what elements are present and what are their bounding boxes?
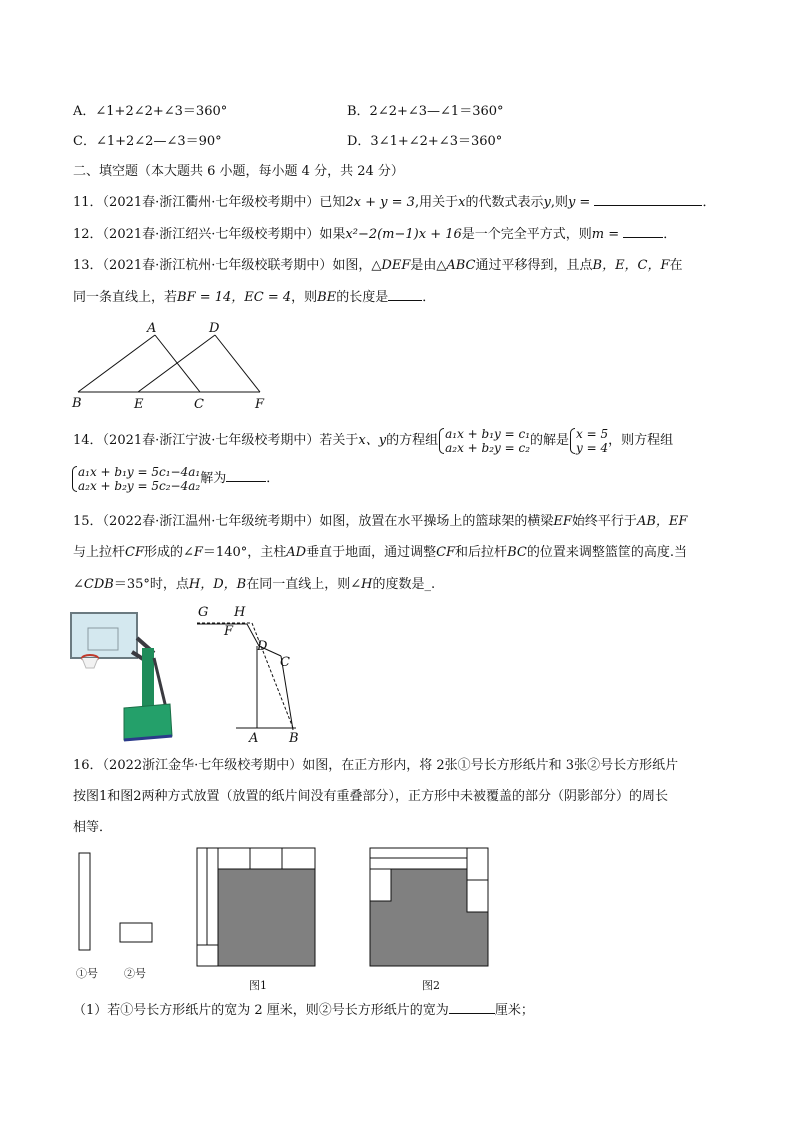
q15-cf2: CF bbox=[436, 545, 456, 560]
q15-line2-mid4: 和后拉杆 bbox=[455, 545, 508, 560]
q13-pts: B，E，C，F bbox=[592, 258, 670, 273]
q11-mid3: ,则 bbox=[550, 195, 568, 210]
option-a: A．∠1+2∠2+∠3＝360° bbox=[73, 104, 228, 119]
label-d: D bbox=[257, 639, 268, 654]
q15-cf: CF bbox=[125, 545, 144, 560]
q14-mid: 的方程组 bbox=[386, 433, 439, 448]
q15-geometry-figure bbox=[190, 598, 320, 748]
question-15-line1 bbox=[73, 513, 687, 531]
q15-line2-prefix: 与上拉杆 bbox=[73, 545, 126, 560]
figure-2 bbox=[370, 848, 488, 966]
question-16-line2: 按图1和图2两种方式放置（放置的纸片间没有重叠部分），正方形中未被覆盖的部分（阴影部分）的周长 bbox=[73, 789, 669, 804]
question-13-line1 bbox=[73, 257, 683, 275]
back-brace bbox=[154, 658, 166, 708]
q12-mid: 是一个完全平方式，则 bbox=[461, 227, 592, 242]
q13-prefix: 13．（2021春·浙江杭州·七年级校联考期中）如图， bbox=[73, 258, 372, 273]
q12-end: ． bbox=[663, 227, 677, 242]
fig1-caption: 图1 bbox=[249, 979, 267, 992]
question-16-part1 bbox=[73, 1001, 534, 1020]
label-h: H bbox=[234, 605, 246, 620]
q14-solution bbox=[569, 427, 608, 455]
q11-answer-blank[interactable] bbox=[594, 193, 702, 206]
base-box bbox=[124, 704, 172, 740]
label-e: E bbox=[134, 397, 144, 410]
q14-vars: x、y bbox=[358, 433, 387, 448]
fig1-strip-2 bbox=[207, 848, 218, 945]
main-pole bbox=[142, 648, 154, 710]
q13-mid2: 通过平移得到，且点 bbox=[475, 258, 593, 273]
question-14-line2 bbox=[71, 464, 279, 494]
q13-be: BE bbox=[317, 290, 337, 305]
q15-ef: EF bbox=[553, 514, 572, 529]
q15-line2-mid3: 垂直于地面，通过调整 bbox=[306, 545, 437, 560]
q13-line2-prefix: 同一条直线上，若 bbox=[73, 290, 178, 305]
q14-answer-blank[interactable] bbox=[226, 469, 266, 482]
fig2-tile-2 bbox=[467, 880, 488, 912]
q14-sol-row2: y = 4 bbox=[576, 440, 609, 455]
q16-sub1-prefix: （1）若①号长方形纸片的宽为 2 厘米，则②号长方形纸片的宽为 bbox=[73, 1003, 449, 1018]
q13-cond: BF = 14，EC = 4 bbox=[177, 290, 292, 305]
paper-type-1 bbox=[79, 853, 90, 950]
question-16-line1: 16．（2022浙江金华·七年级校考期中）如图，在正方形内，将 2张①号长方形纸片和 3张②号长方形纸片 bbox=[73, 758, 679, 773]
label-f: F bbox=[255, 397, 265, 410]
q14-sol-row1: x = 5 bbox=[576, 426, 609, 441]
label-d: D bbox=[209, 321, 220, 336]
section-title: 二、填空题（本大题共 6 小题，每小题 4 分，共 24 分） bbox=[73, 164, 404, 179]
q14-sys1-row1: a₁x + b₁y = c₁ bbox=[445, 426, 531, 441]
q15-line1-end: ，EF bbox=[655, 514, 688, 529]
q14-sys2-row2: a₂x + b₂y = 5c₂−4a₂ bbox=[78, 478, 201, 493]
fig2-caption: 图2 bbox=[422, 979, 440, 992]
basketball-stand-illustration bbox=[66, 608, 186, 744]
question-15-line3 bbox=[73, 576, 435, 594]
q14-tail: 解为 bbox=[200, 471, 227, 486]
question-11 bbox=[73, 193, 715, 212]
label-f: F bbox=[224, 624, 234, 639]
q14-mid3: ，则方程组 bbox=[608, 433, 674, 448]
q13-tri1: △DEF bbox=[371, 258, 411, 273]
q15-bc: BC bbox=[507, 545, 527, 560]
label-b: B bbox=[72, 396, 82, 410]
q15-line2-mid: 形成的 bbox=[143, 545, 183, 560]
q14-end: ． bbox=[266, 471, 280, 486]
q13-answer-blank[interactable] bbox=[388, 288, 422, 301]
q14-system-2 bbox=[71, 465, 200, 493]
q13-line2-end: 的长度是 bbox=[336, 290, 389, 305]
q14-sys1-row2: a₂x + b₂y = c₂ bbox=[445, 440, 531, 455]
label-c: C bbox=[194, 397, 204, 410]
q14-prefix: 14．（2021春·浙江宁波·七年级校考期中）若关于 bbox=[73, 433, 359, 448]
q15-ab: AB bbox=[636, 514, 656, 529]
q14-sys2-row1: a₁x + b₁y = 5c₁−4a₁ bbox=[78, 464, 201, 479]
q15-prefix: 15．（2022春·浙江温州·七年级统考期中）如图，放置在水平操场上的篮球架的横梁 bbox=[73, 514, 554, 529]
segment-ba bbox=[78, 335, 155, 392]
label-b: B bbox=[289, 731, 299, 746]
q14-mid2: 的解是 bbox=[530, 433, 570, 448]
fig1-tile-1 bbox=[218, 848, 250, 869]
question-14-line1 bbox=[73, 426, 673, 456]
label-c: C bbox=[280, 655, 290, 670]
q11-expr: 2x + y = 3 bbox=[345, 195, 415, 210]
question-13-line2 bbox=[73, 288, 435, 307]
fig1-tile-2 bbox=[250, 848, 282, 869]
segment-ed bbox=[138, 335, 215, 392]
segment-ac bbox=[155, 335, 200, 392]
q11-var-y: y bbox=[543, 195, 551, 210]
q13-line1-end: 在 bbox=[669, 258, 683, 273]
fig2-strip-1 bbox=[370, 848, 467, 858]
q11-end: ． bbox=[702, 195, 716, 210]
label-a: A bbox=[147, 321, 157, 336]
q13-end: ． bbox=[422, 290, 436, 305]
q12-m-eq: m = bbox=[591, 227, 620, 242]
fig2-strip-2 bbox=[370, 858, 467, 869]
label-type-2: ②号 bbox=[124, 967, 146, 980]
option-b: B．2∠2+∠3—∠1＝360° bbox=[347, 104, 504, 119]
q15-line3-mid2: 在同一直线上，则 bbox=[246, 577, 351, 592]
question-16-line3: 相等． bbox=[73, 820, 113, 835]
question-15-line2 bbox=[73, 544, 687, 562]
option-c: C．∠1+2∠2—∠3＝90° bbox=[73, 134, 222, 149]
fig2-tile-1 bbox=[467, 848, 488, 880]
backboard bbox=[71, 613, 137, 658]
fig1-shaded-region bbox=[218, 869, 315, 966]
q13-mid1: 是由 bbox=[410, 258, 437, 273]
q11-prefix: 11．（2021春·浙江衢州·七年级校考期中）已知 bbox=[73, 195, 346, 210]
question-12 bbox=[73, 225, 676, 244]
q13-triangle-figure bbox=[60, 318, 290, 410]
option-d: D．3∠1+∠2+∠3＝360° bbox=[347, 134, 503, 149]
q12-expr: x²−2(m−1)x + 16 bbox=[345, 227, 462, 242]
q15-hdb: H，D，B bbox=[188, 577, 247, 592]
q13-mid3: ，则 bbox=[291, 290, 318, 305]
q15-line3-mid: ＝35°时，点 bbox=[113, 577, 189, 592]
q15-line2-mid2: ＝140°，主柱 bbox=[202, 545, 287, 560]
q15-angle-h: ∠H bbox=[350, 577, 373, 592]
fig1-strip-1 bbox=[197, 848, 207, 945]
segment-df bbox=[215, 335, 260, 392]
net bbox=[82, 658, 98, 668]
q15-line1-mid: 始终平行于 bbox=[571, 514, 637, 529]
paper-type-2 bbox=[120, 923, 152, 942]
q12-prefix: 12．（2021春·浙江绍兴·七年级校考期中）如果 bbox=[73, 227, 346, 242]
label-type-1: ①号 bbox=[76, 967, 98, 980]
q15-line3-end: 的度数是_. bbox=[372, 577, 436, 592]
q16-sub1-end: 厘米； bbox=[494, 1003, 534, 1018]
fig2-tile-3 bbox=[370, 869, 391, 901]
q11-mid2: 的代数式表示 bbox=[465, 195, 544, 210]
q16-figures bbox=[60, 840, 500, 1000]
q15-angle-cdb: ∠CDB bbox=[73, 577, 114, 592]
q11-y-eq: y = bbox=[567, 195, 591, 210]
fig1-tile-3 bbox=[282, 848, 315, 869]
q12-answer-blank[interactable] bbox=[623, 225, 663, 238]
label-g: G bbox=[198, 605, 209, 620]
q15-ad: AD bbox=[286, 545, 307, 560]
q15-angle-f: ∠F bbox=[183, 545, 203, 560]
q11-var-x: x bbox=[458, 195, 466, 210]
figure-1 bbox=[197, 848, 315, 966]
label-a: A bbox=[249, 731, 259, 746]
q13-tri2: △ABC bbox=[436, 258, 476, 273]
q16-sub1-answer-blank[interactable] bbox=[449, 1001, 495, 1014]
q15-line2-end: 的位置来调整篮筐的高度.当 bbox=[526, 545, 687, 560]
q11-mid: ,用关于 bbox=[414, 195, 459, 210]
q14-system-1 bbox=[438, 427, 530, 455]
